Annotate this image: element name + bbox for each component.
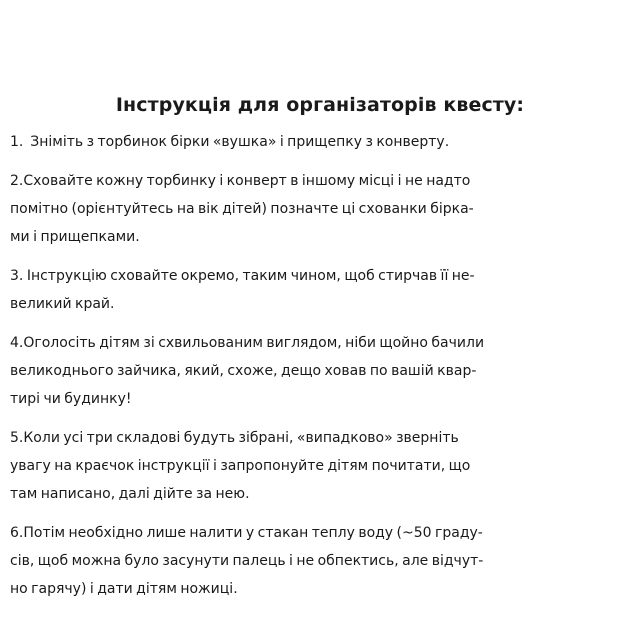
list-item-line: сів, щоб можна було засунути палець і не обпектись, але відчут- xyxy=(10,553,484,569)
list-item-3 xyxy=(10,262,634,318)
page-title: Інструкція для організаторів квесту: xyxy=(115,94,525,116)
list-item-line xyxy=(10,424,634,452)
list-item-line xyxy=(10,262,634,290)
item-text: Зніміть з торбинок бірки «вушка» і прищепку з конверту. xyxy=(30,134,450,150)
list-item-line: ми і прищепками. xyxy=(10,229,140,245)
list-item-line: великоднього зайчика, який, схоже, дещо ховав по вашій квар- xyxy=(10,363,477,379)
list-item-line xyxy=(10,167,634,195)
list-item-line: увагу на краєчок інструкції і запропонуйте дітям почитати, що xyxy=(10,458,471,474)
item-text: Інструкцію сховайте окремо, таким чином, щоб стирчав її не- xyxy=(26,268,475,284)
item-text: Сховайте кожну торбинку і конверт в іншому місці і не надто xyxy=(23,173,471,189)
list-item-line xyxy=(10,329,634,357)
list-item-line: тирі чи будинку! xyxy=(10,391,132,407)
list-item-2 xyxy=(10,167,634,251)
item-number: 1. xyxy=(10,134,24,150)
item-number: 2. xyxy=(10,173,24,189)
item-number: 4. xyxy=(10,335,24,351)
item-text: Оголосіть дітям зі схвильованим виглядом, ніби щойно бачили xyxy=(23,335,485,351)
list-item-line: помітно (орієнтуйтесь на вік дітей) позначте ці схованки бірка- xyxy=(10,201,474,217)
item-text: Потім необхідно лише налити у стакан теплу воду (~50 граду- xyxy=(23,525,483,541)
item-text: Коли усі три складові будуть зібрані, «випадково» зверніть xyxy=(23,430,459,446)
list-item-line: но гарячу) і дати дітям ножиці. xyxy=(10,581,238,597)
list-item-6 xyxy=(10,519,634,603)
list-item-4 xyxy=(10,329,634,413)
list-item-line xyxy=(10,128,634,156)
item-number: 3. xyxy=(10,268,24,284)
item-number: 5. xyxy=(10,430,24,446)
list-item-1 xyxy=(10,128,634,156)
list-item-line: там написано, далі дійте за нею. xyxy=(10,486,250,502)
list-item-line xyxy=(10,519,634,547)
list-item-5 xyxy=(10,424,634,508)
instruction-list xyxy=(10,128,634,614)
item-number: 6. xyxy=(10,525,24,541)
list-item-line: великий край. xyxy=(10,296,115,312)
